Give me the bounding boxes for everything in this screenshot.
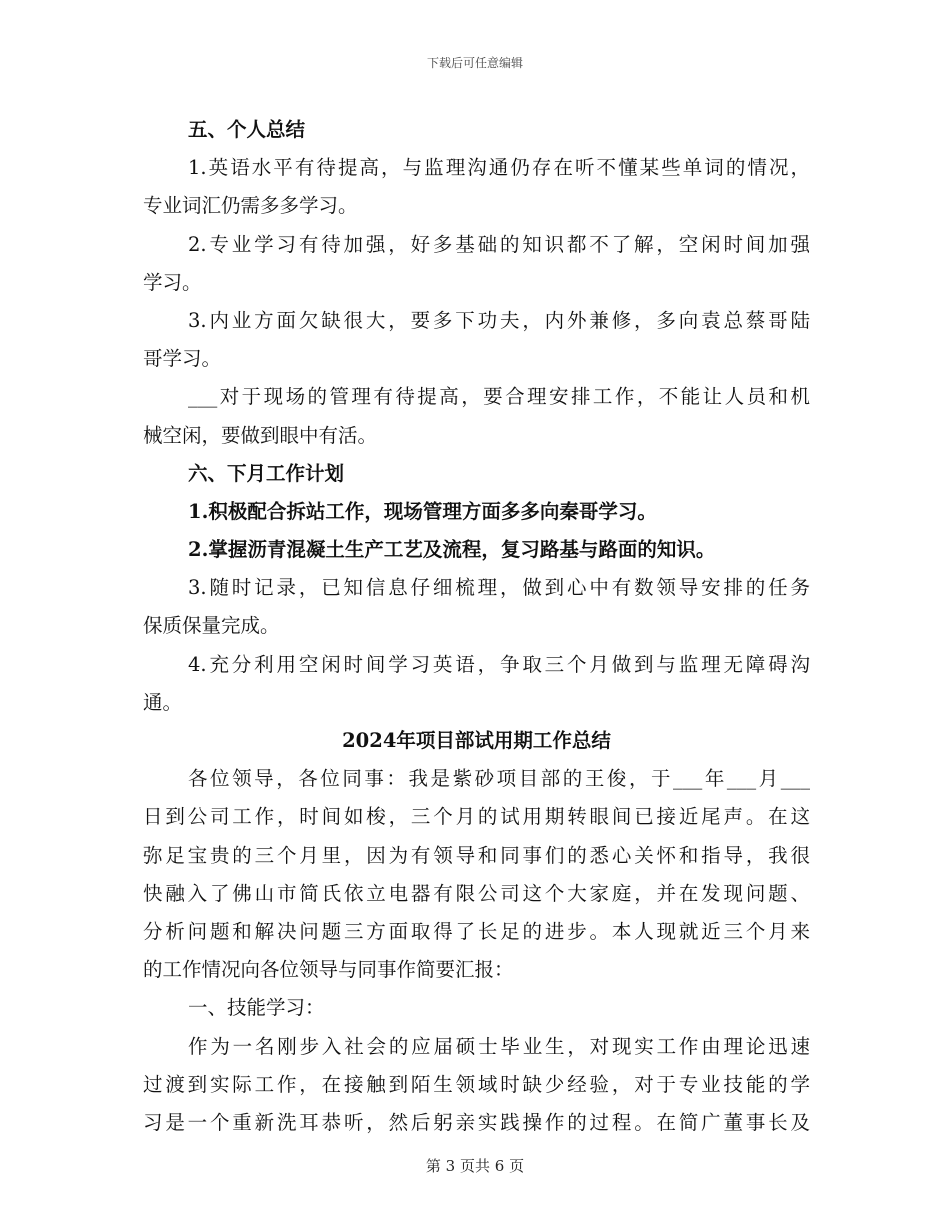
page-number: 第 3 页共 6 页 — [425, 1157, 525, 1175]
document-title: 2024年项目部试用期工作总结 — [342, 729, 611, 752]
paragraph-line: 分析问题和解决问题三方面取得了长足的进步。本人现就近三个月来 — [143, 919, 810, 943]
document-body — [143, 111, 810, 1142]
paragraph-line: 学习。 — [143, 270, 202, 294]
paragraph-line: 的工作情况向各位领导与同事作简要汇报： — [143, 958, 514, 982]
paragraph-line: 哥学习。 — [143, 347, 222, 371]
plan-item-bold: 1.积极配合拆站工作，现场管理方面多多向秦哥学习。 — [188, 499, 657, 523]
paragraph-line: 习是一个重新洗耳恭听，然后躬亲实践操作的过程。在简广董事长及 — [143, 1110, 810, 1134]
paragraph-line: 专业词汇仍需多多学习。 — [143, 194, 358, 218]
paragraph-line: 2.专业学习有待加强，好多基础的知识都不了解，空闲时间加强 — [188, 232, 810, 256]
paragraph-line: 过渡到实际工作，在接触到陌生领域时缺少经验，对于专业技能的学 — [143, 1072, 810, 1096]
paragraph-line: 作为一名刚步入社会的应届硕士毕业生，对现实工作由理论迅速 — [188, 1034, 810, 1058]
paragraph-line: ___对于现场的管理有待提高，要合理安排工作，不能让人员和机 — [188, 385, 810, 409]
section-heading-next-month-plan: 六、下月工作计划 — [188, 461, 345, 485]
paragraph-line: 3.内业方面欠缺很大，要多下功夫，内外兼修，多向袁总蔡哥陆 — [188, 308, 810, 332]
paragraph-line: 1.英语水平有待提高，与监理沟通仍存在听不懂某些单词的情况， — [188, 156, 810, 180]
paragraph-line: 械空闲，要做到眼中有活。 — [143, 423, 378, 447]
paragraph-line: 保质保量完成。 — [143, 614, 280, 638]
section-heading-personal-summary: 五、个人总结 — [188, 118, 306, 141]
paragraph-line: 3.随时记录，已知信息仔细梳理，做到心中有数领导安排的任务 — [188, 576, 810, 600]
section-heading-skill-learning: 一、技能学习： — [188, 996, 325, 1020]
paragraph-line: 4.充分利用空闲时间学习英语，争取三个月做到与监理无障碍沟 — [188, 652, 810, 676]
paragraph-line: 各位领导，各位同事：我是紫砂项目部的王俊，于___年___月___ — [188, 767, 810, 791]
paragraph-line: 通。 — [143, 690, 183, 714]
page-header-note: 下载后可任意编辑 — [426, 56, 523, 70]
paragraph-line: 弥足宝贵的三个月里，因为有领导和同事们的悉心关怀和指导，我很 — [143, 843, 810, 867]
paragraph-line: 快融入了佛山市简氏依立电器有限公司这个大家庭，并在发现问题、 — [143, 881, 810, 905]
plan-item-bold: 2.掌握沥青混凝土生产工艺及流程，复习路基与路面的知识。 — [188, 538, 716, 562]
paragraph-line: 日到公司工作，时间如梭，三个月的试用期转眼间已接近尾声。在这 — [143, 805, 810, 829]
